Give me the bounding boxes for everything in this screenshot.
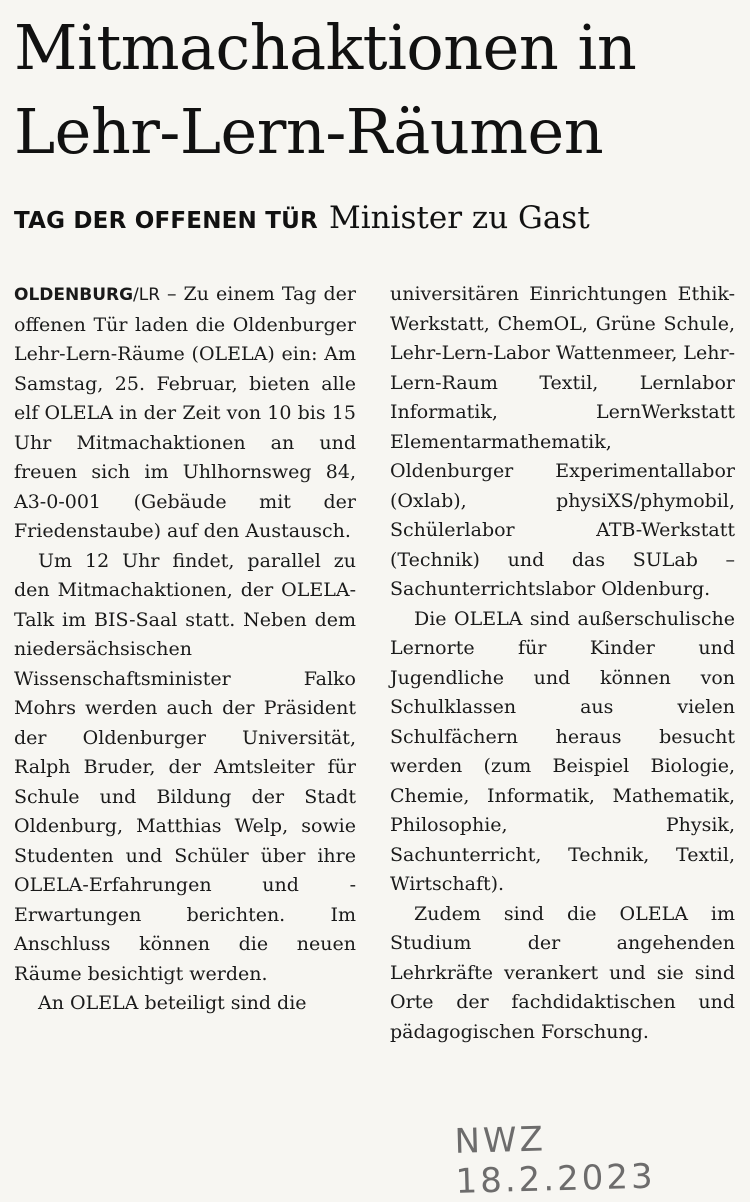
paragraph-1-text: – Zu einem Tag der offenen Tür laden die Oldenburger Lehr-Lern-Räume (OLELA) ein: Am Samstag, 25. Februar, bieten alle elf OLELA in der Zeit von 10 bis 15 Uhr Mitmachaktionen an und freuen sich im Uhlhornsweg 84, A3-0-001 (Gebäude mit der Friedenstaube) auf den Austausch. [14,283,356,542]
article-column-right [390,280,735,1047]
headline-line-2: Lehr-Lern-Räumen [14,95,604,168]
paragraph-1 [14,280,356,547]
paragraph-2: Um 12 Uhr findet, parallel zu den Mitmachaktionen, der OLELA-Talk im BIS-Saal statt. Neben dem niedersächsischen Wissenschaftsminister Falko Mohrs werden auch der Präsident der Oldenburger Universität, Ralph Bruder, der Amtsleiter für Schule und Bildung der Stadt Oldenburg, Matthias Welp, sowie Studenten und Schüler über ihre OLELA-Erfahrungen und -Erwartungen berichten. Im Anschluss können die neuen Räume besichtigt werden. [14,549,356,985]
dateline-suffix: /LR [133,285,161,305]
headline-line-1: Mitmachaktionen in [14,11,637,84]
article-column-left [14,280,356,1019]
handwritten-date-note: NWZ 18.2.2023 [454,1119,657,1202]
headline [14,6,744,174]
kicker: TAG DER OFFENEN TÜR [14,208,318,234]
dateline: OLDENBURG [14,285,134,305]
subheadline [14,200,744,236]
paragraph-3-continued: universitären Einrichtungen Ethik-Werkstatt, ChemOL, Grüne Schule, Lehr-Lern-Labor Wattenmeer, Lehr-Lern-Raum Textil, Lernlabor Informatik, LernWerkstatt Elementarmathematik, Oldenburger Experimentallabor (Oxlab), physiXS/phymobil, Schülerlabor ATB-Werkstatt (Technik) und das SULab – Sachunterrichtslabor Oldenburg. [390,283,736,600]
paragraph-3-start: An OLELA beteiligt sind die [38,992,307,1014]
paragraph-4: Die OLELA sind außerschulische Lernorte für Kinder und Jugendliche und können von Schulklassen aus vielen Schulfächern heraus besucht werden (zum Beispiel Biologie, Chemie, Informatik, Mathematik, Philosophie, Physik, Sachunterricht, Technik, Textil, Wirtschaft). [390,607,735,895]
subtitle: Minister zu Gast [328,200,590,236]
paragraph-5: Zudem sind die OLELA im Studium der angehenden Lehrkräfte verankert und sie sind Orte der fachdidaktischen und pädagogischen Forschung. [390,902,735,1043]
